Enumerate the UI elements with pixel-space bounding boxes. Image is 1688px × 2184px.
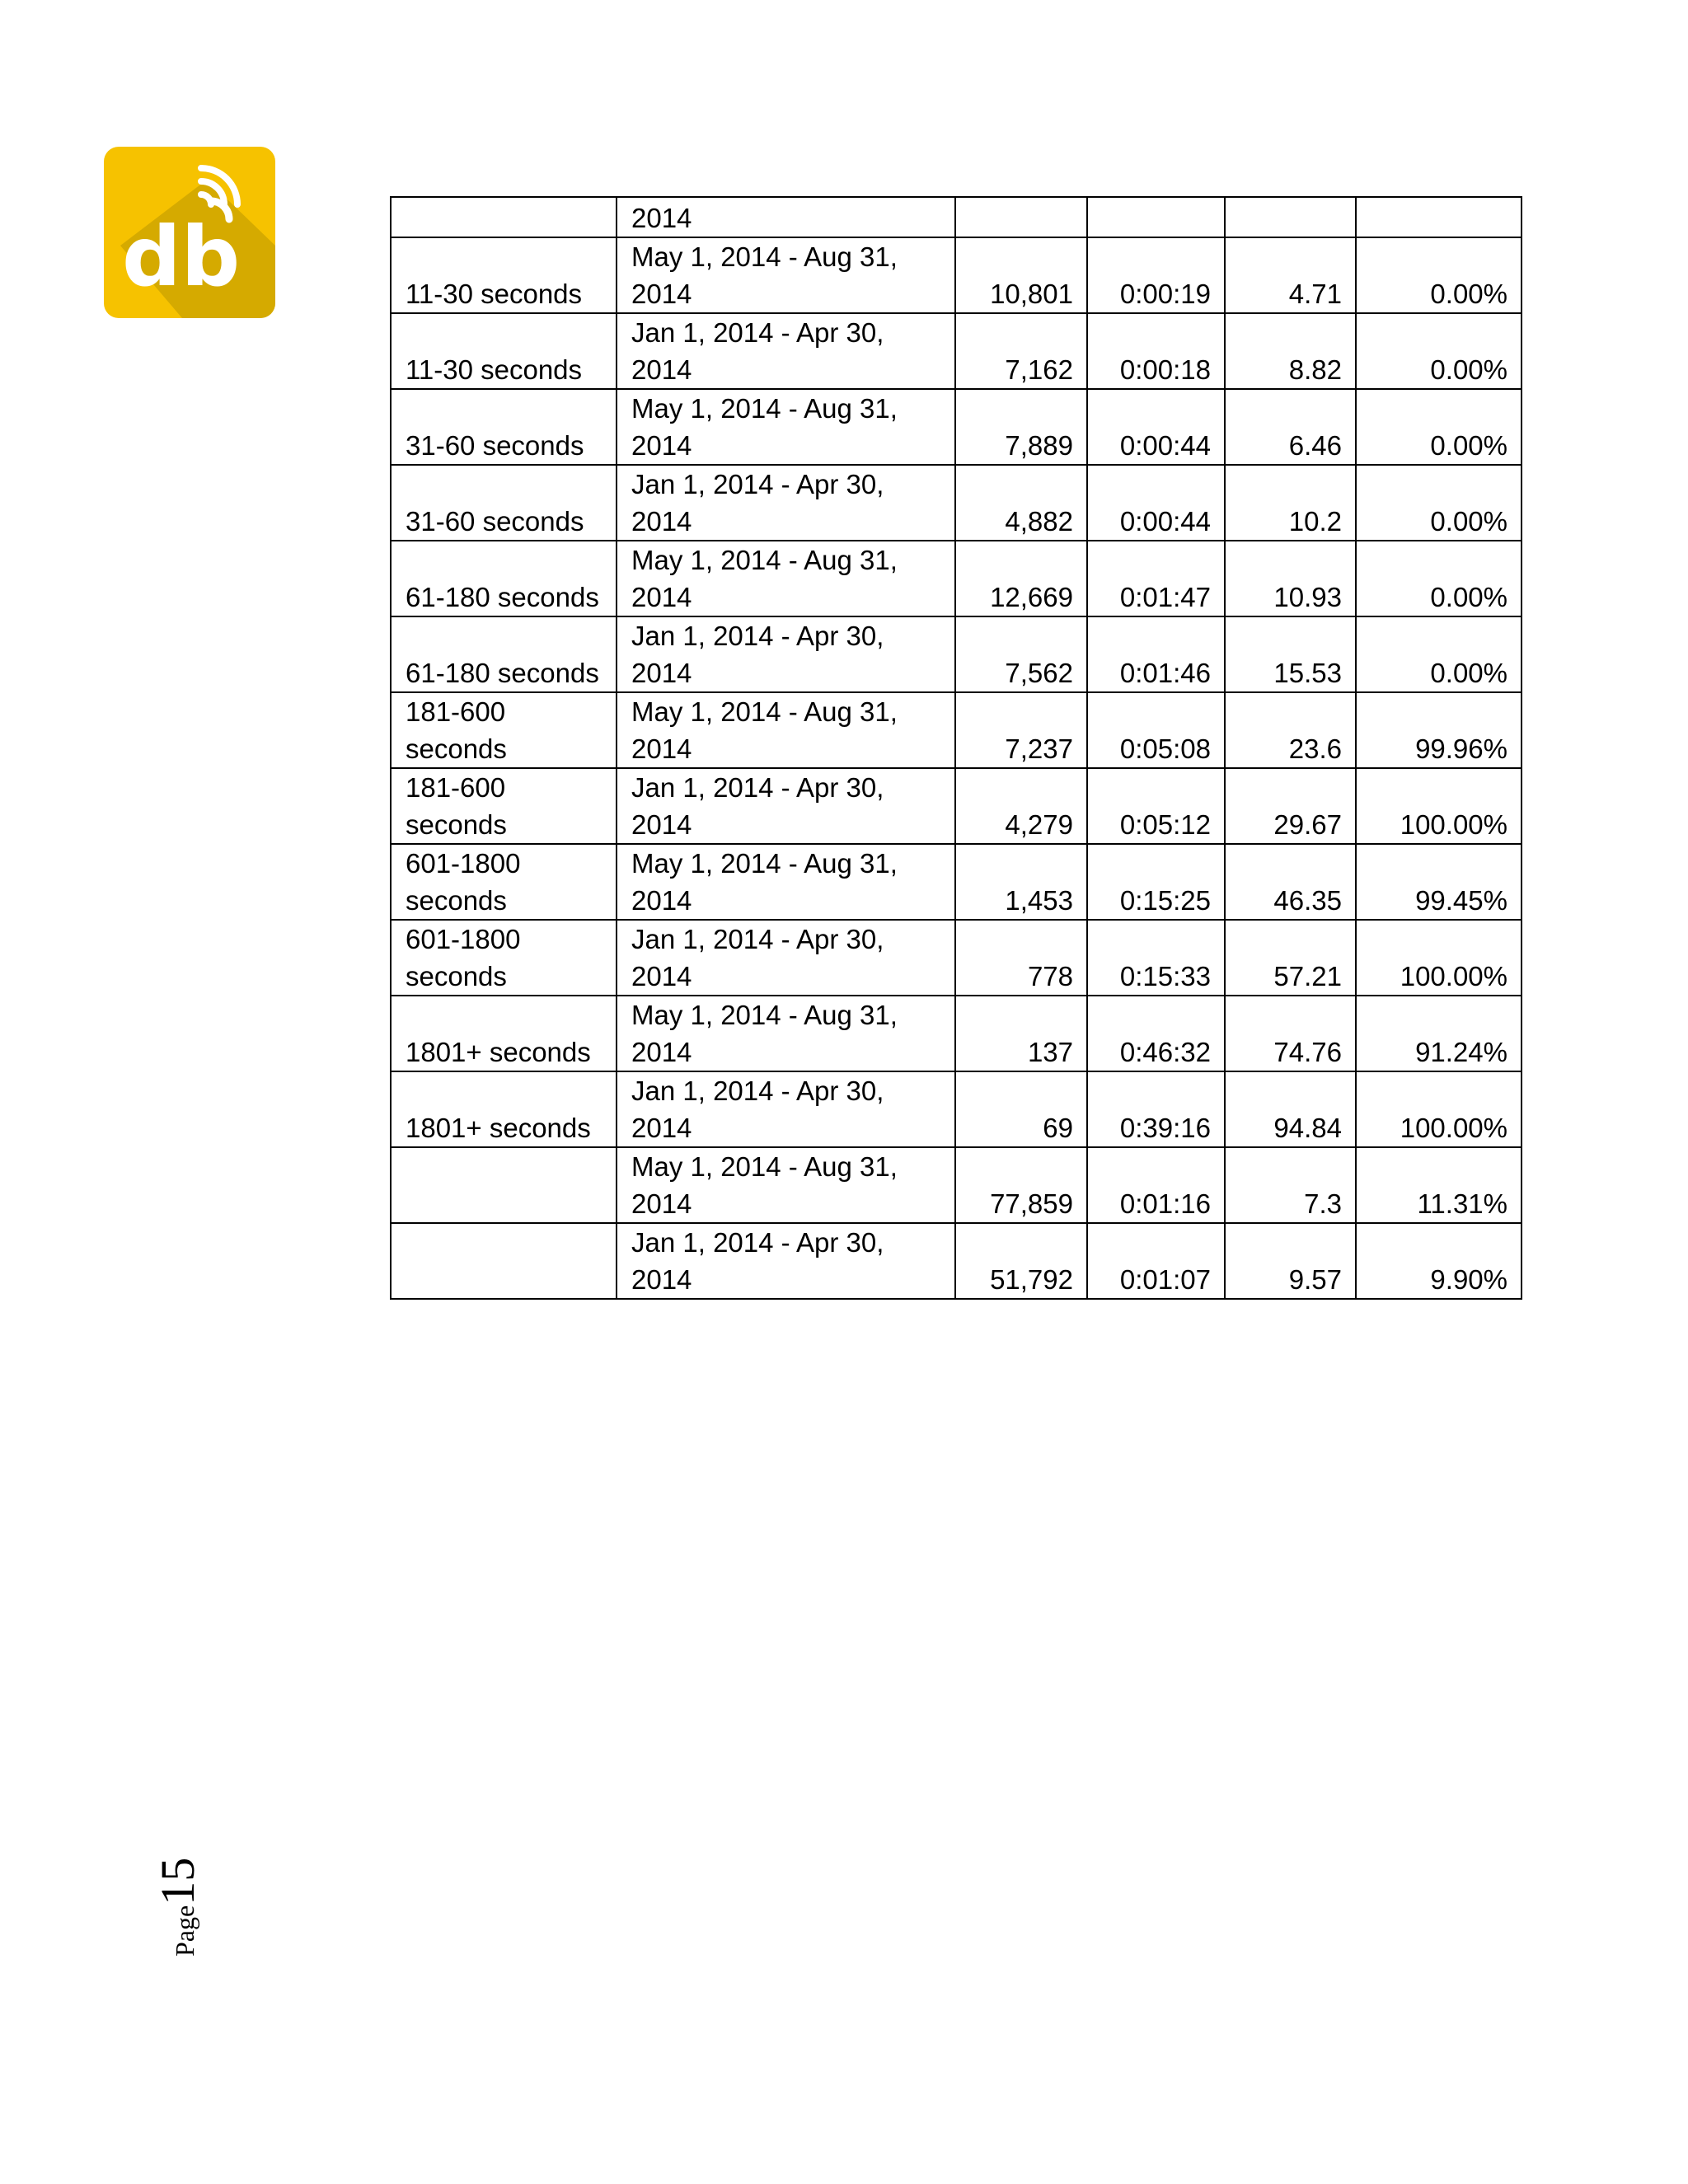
sessions-cell: 7,889 (955, 389, 1087, 465)
pages-per-session-cell: 7.3 (1225, 1147, 1356, 1223)
percent-cell: 100.00% (1356, 920, 1522, 996)
date-range-cell: Jan 1, 2014 - Apr 30, 2014 (617, 465, 955, 541)
pages-per-session-cell: 57.21 (1225, 920, 1356, 996)
sessions-cell: 12,669 (955, 541, 1087, 616)
sessions-cell: 10,801 (955, 237, 1087, 313)
date-range-cell: May 1, 2014 - Aug 31, 2014 (617, 1147, 955, 1223)
data-table (390, 196, 1522, 1300)
table-row (391, 768, 1522, 844)
pages-per-session-cell: 9.57 (1225, 1223, 1356, 1299)
avg-duration-cell: 0:39:16 (1087, 1071, 1225, 1147)
percent-cell (1356, 197, 1522, 237)
avg-duration-cell: 0:00:44 (1087, 389, 1225, 465)
table-row (391, 844, 1522, 920)
percent-cell: 0.00% (1356, 313, 1522, 389)
percent-cell: 0.00% (1356, 541, 1522, 616)
sessions-cell: 77,859 (955, 1147, 1087, 1223)
date-range-cell: Jan 1, 2014 - Apr 30, 2014 (617, 1223, 955, 1299)
pages-per-session-cell: 74.76 (1225, 996, 1356, 1071)
pages-per-session-cell: 6.46 (1225, 389, 1356, 465)
duration-cell: 11-30 seconds (391, 237, 617, 313)
avg-duration-cell: 0:00:18 (1087, 313, 1225, 389)
duration-cell: 1801+ seconds (391, 1071, 617, 1147)
table-row (391, 692, 1522, 768)
duration-cell: 601-1800 seconds (391, 920, 617, 996)
sessions-cell (955, 197, 1087, 237)
sessions-cell: 7,237 (955, 692, 1087, 768)
table-row (391, 1223, 1522, 1299)
pages-per-session-cell: 46.35 (1225, 844, 1356, 920)
pages-per-session-cell: 10.2 (1225, 465, 1356, 541)
sessions-cell: 4,882 (955, 465, 1087, 541)
avg-duration-cell: 0:15:25 (1087, 844, 1225, 920)
duration-cell: 181-600 seconds (391, 768, 617, 844)
page-number (150, 1858, 205, 1957)
date-range-cell: May 1, 2014 - Aug 31, 2014 (617, 237, 955, 313)
date-range-cell: Jan 1, 2014 - Apr 30, 2014 (617, 616, 955, 692)
pages-per-session-cell (1225, 197, 1356, 237)
percent-cell: 91.24% (1356, 996, 1522, 1071)
date-range-cell: Jan 1, 2014 - Apr 30, 2014 (617, 920, 955, 996)
date-range-cell: May 1, 2014 - Aug 31, 2014 (617, 996, 955, 1071)
pages-per-session-cell: 15.53 (1225, 616, 1356, 692)
page-number-value: 15 (151, 1857, 204, 1905)
percent-cell: 0.00% (1356, 616, 1522, 692)
avg-duration-cell: 0:46:32 (1087, 996, 1225, 1071)
duration-cell (391, 197, 617, 237)
duration-cell: 11-30 seconds (391, 313, 617, 389)
table-row (391, 465, 1522, 541)
duration-cell: 1801+ seconds (391, 996, 617, 1071)
db-logo (104, 147, 275, 318)
avg-duration-cell: 0:01:16 (1087, 1147, 1225, 1223)
duration-cell: 601-1800 seconds (391, 844, 617, 920)
duration-cell: 31-60 seconds (391, 465, 617, 541)
percent-cell: 0.00% (1356, 389, 1522, 465)
pages-per-session-cell: 29.67 (1225, 768, 1356, 844)
sessions-cell: 4,279 (955, 768, 1087, 844)
date-range-cell: Jan 1, 2014 - Apr 30, 2014 (617, 1071, 955, 1147)
duration-cell (391, 1147, 617, 1223)
date-range-cell: May 1, 2014 - Aug 31, 2014 (617, 389, 955, 465)
pages-per-session-cell: 10.93 (1225, 541, 1356, 616)
pages-per-session-cell: 8.82 (1225, 313, 1356, 389)
sessions-cell: 7,562 (955, 616, 1087, 692)
duration-cell: 31-60 seconds (391, 389, 617, 465)
date-range-cell: May 1, 2014 - Aug 31, 2014 (617, 541, 955, 616)
duration-cell: 61-180 seconds (391, 541, 617, 616)
table-row (391, 920, 1522, 996)
percent-cell: 100.00% (1356, 1071, 1522, 1147)
table-row (391, 313, 1522, 389)
table-row (391, 1147, 1522, 1223)
avg-duration-cell: 0:01:46 (1087, 616, 1225, 692)
sessions-cell: 51,792 (955, 1223, 1087, 1299)
pages-per-session-cell: 23.6 (1225, 692, 1356, 768)
percent-cell: 99.45% (1356, 844, 1522, 920)
table-row (391, 237, 1522, 313)
avg-duration-cell: 0:00:44 (1087, 465, 1225, 541)
table-row (391, 389, 1522, 465)
sessions-cell: 1,453 (955, 844, 1087, 920)
avg-duration-cell: 0:00:19 (1087, 237, 1225, 313)
duration-cell (391, 1223, 617, 1299)
table-row (391, 996, 1522, 1071)
percent-cell: 11.31% (1356, 1147, 1522, 1223)
table-row (391, 616, 1522, 692)
date-range-cell: May 1, 2014 - Aug 31, 2014 (617, 692, 955, 768)
duration-cell: 181-600 seconds (391, 692, 617, 768)
table-row (391, 1071, 1522, 1147)
percent-cell: 0.00% (1356, 237, 1522, 313)
duration-cell: 61-180 seconds (391, 616, 617, 692)
sessions-cell: 778 (955, 920, 1087, 996)
avg-duration-cell: 0:05:08 (1087, 692, 1225, 768)
percent-cell: 99.96% (1356, 692, 1522, 768)
pages-per-session-cell: 94.84 (1225, 1071, 1356, 1147)
date-range-cell: 2014 (617, 197, 955, 237)
date-range-cell: Jan 1, 2014 - Apr 30, 2014 (617, 768, 955, 844)
pages-per-session-cell: 4.71 (1225, 237, 1356, 313)
page-word: Page (170, 1905, 199, 1957)
sessions-cell: 7,162 (955, 313, 1087, 389)
avg-duration-cell: 0:15:33 (1087, 920, 1225, 996)
table-row (391, 197, 1522, 237)
date-range-cell: Jan 1, 2014 - Apr 30, 2014 (617, 313, 955, 389)
percent-cell: 9.90% (1356, 1223, 1522, 1299)
avg-duration-cell: 0:01:47 (1087, 541, 1225, 616)
percent-cell: 0.00% (1356, 465, 1522, 541)
avg-duration-cell: 0:05:12 (1087, 768, 1225, 844)
logo-text: db (122, 209, 241, 305)
date-range-cell: May 1, 2014 - Aug 31, 2014 (617, 844, 955, 920)
table-row (391, 541, 1522, 616)
percent-cell: 100.00% (1356, 768, 1522, 844)
sessions-cell: 137 (955, 996, 1087, 1071)
avg-duration-cell: 0:01:07 (1087, 1223, 1225, 1299)
avg-duration-cell (1087, 197, 1225, 237)
sessions-cell: 69 (955, 1071, 1087, 1147)
